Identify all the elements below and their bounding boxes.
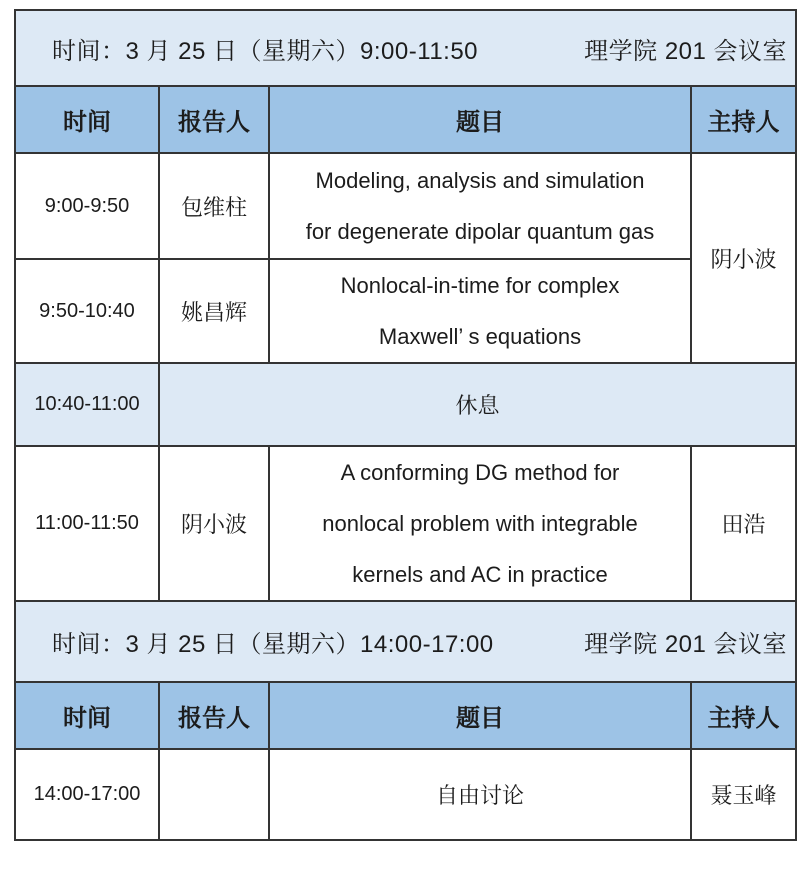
talk2-speaker: 姚昌辉 (159, 259, 269, 363)
column-header-time: 时间 (15, 86, 159, 153)
break-row (15, 363, 796, 446)
talk1-title-line1: Modeling, analysis and simulation (315, 168, 645, 193)
break-time: 10:40-11:00 (15, 363, 159, 446)
talk2-title-line2: Maxwell’ s equations (378, 324, 582, 349)
talk1-row (15, 153, 796, 259)
break-label: 休息 (159, 363, 796, 446)
session2-room-label: 理学院 201 会议室 (584, 631, 788, 658)
free-discussion-title: 自由讨论 (269, 749, 691, 840)
column-header-time-2: 时间 (15, 682, 159, 749)
column-header-chair-2: 主持人 (691, 682, 796, 749)
column-header-speaker: 报告人 (159, 86, 269, 153)
column-header-chair: 主持人 (691, 86, 796, 153)
talk3-row (15, 446, 796, 601)
column-header-title-2: 题目 (269, 682, 691, 749)
session2-time-label: 时间：3 月 25 日（星期六）14:00-17:00 (52, 631, 494, 658)
session1-band-row (15, 10, 796, 86)
talk1-title-line2: for degenerate dipolar quantum gas (305, 219, 655, 244)
talk3-chair: 田浩 (691, 446, 796, 601)
talk1-speaker: 包维柱 (159, 153, 269, 259)
talk3-title-line1: A conforming DG method for (340, 460, 620, 485)
talk1-title (269, 153, 691, 259)
session2-column-header-row (15, 682, 796, 749)
free-discussion-speaker (159, 749, 269, 840)
talk3-speaker: 阴小波 (159, 446, 269, 601)
talk3-title (269, 446, 691, 601)
session1-band-cell (15, 10, 796, 86)
talk2-title-line1: Nonlocal-in-time for complex (340, 273, 620, 298)
free-discussion-chair: 聂玉峰 (691, 749, 796, 840)
session2-band-cell (15, 601, 796, 682)
session1-room-label: 理学院 201 会议室 (584, 37, 788, 65)
talk3-title-line3: kernels and AC in practice (352, 562, 608, 587)
talk2-time: 9:50-10:40 (15, 259, 159, 363)
talk1-time: 9:00-9:50 (15, 153, 159, 259)
session2-band-row (15, 601, 796, 682)
free-discussion-time: 14:00-17:00 (15, 749, 159, 840)
session1-column-header-row (15, 86, 796, 153)
conference-schedule-table (14, 9, 797, 841)
talk2-title (269, 259, 691, 363)
talk3-title-line2: nonlocal problem with integrable (322, 511, 638, 536)
talk3-time: 11:00-11:50 (15, 446, 159, 601)
session1-time-label: 时间：3 月 25 日（星期六）9:00-11:50 (52, 37, 479, 65)
column-header-title: 题目 (269, 86, 691, 153)
column-header-speaker-2: 报告人 (159, 682, 269, 749)
free-discussion-row (15, 749, 796, 840)
talk2-row (15, 259, 796, 363)
chair-talks-1-2: 阴小波 (691, 153, 796, 363)
